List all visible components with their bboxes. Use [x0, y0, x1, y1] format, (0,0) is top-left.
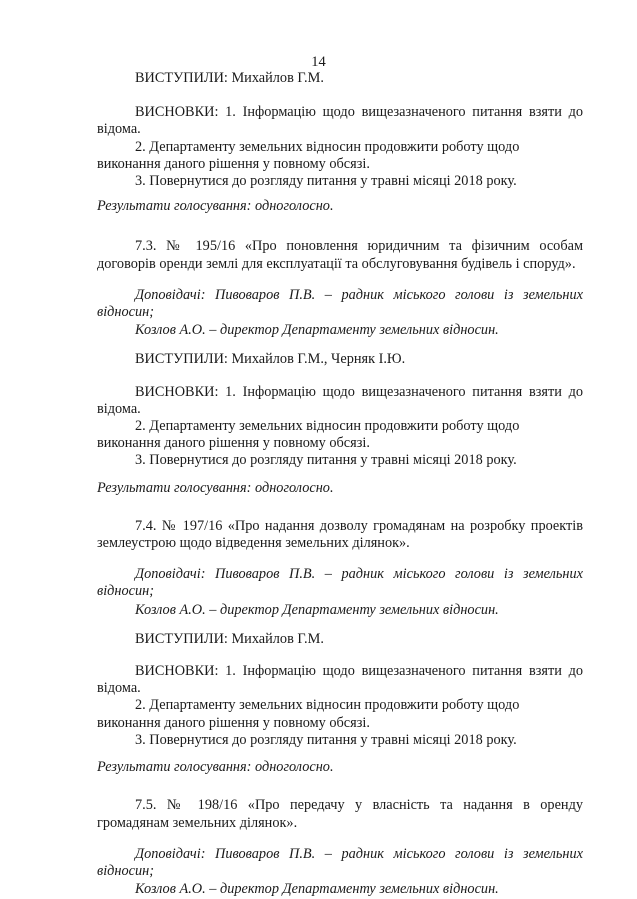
agenda-item-7-3: 7.3. № 195/16 «Про поновлення юридичним та фізичним особам договорів оренди землі для експлуатації та обслуговування будівель і споруд». — [97, 238, 583, 272]
rapporteur-line-2: Козлов А.О. – директор Департаменту земельних відносин. — [135, 322, 499, 339]
conclusion-2-first-line: 2. Департаменту земельних відносин продовжити роботу щодо — [135, 697, 520, 714]
rapporteur-line-2: Козлов А.О. – директор Департаменту земельних відносин. — [135, 601, 499, 618]
rapporteur-line-1: Доповідачі: Пивоваров П.В. – радник міського голови із земельних відносин; — [97, 566, 583, 600]
conclusion-3-line: 3. Повернутися до розгляду питання у травні місяці 2018 року. — [135, 173, 517, 190]
conclusion-3-line: 3. Повернутися до розгляду питання у травні місяці 2018 року. — [135, 731, 517, 748]
conclusions-block — [97, 384, 583, 470]
conclusion-3-line: 3. Повернутися до розгляду питання у травні місяці 2018 року. — [135, 452, 517, 469]
rapporteur-line-1: Доповідачі: Пивоваров П.В. – радник міського голови із земельних відносин; — [97, 845, 583, 879]
agenda-item-7-5: 7.5. № 198/16 «Про передачу у власність та надання в оренду громадянам земельних ділянок». — [97, 797, 583, 831]
conclusion-2-first-line: 2. Департаменту земельних відносин продовжити роботу щодо — [135, 418, 520, 435]
speakers-line: ВИСТУПИЛИ: Михайлов Г.М. — [135, 70, 324, 86]
speakers-line: ВИСТУПИЛИ: Михайлов Г.М., Черняк І.Ю. — [135, 351, 406, 368]
vote-result: Результати голосування: одноголосно. — [97, 479, 334, 496]
conclusion-1-first-line: ВИСНОВКИ: 1. Інформацію щодо вищезазначеного питання взяти до — [135, 383, 583, 400]
conclusion-2-second-line: виконання даного рішення у повному обсязі. — [97, 435, 370, 452]
conclusion-2-first-line: 2. Департаменту земельних відносин продовжити роботу щодо — [135, 138, 520, 155]
conclusion-2-second-line: виконання даного рішення у повному обсязі. — [97, 714, 370, 731]
vote-result: Результати голосування: одноголосно. — [97, 198, 334, 215]
conclusions-block — [97, 663, 583, 749]
conclusion-1-first-line: ВИСНОВКИ: 1. Інформацію щодо вищезазначеного питання взяти до — [135, 663, 583, 680]
vote-result: Результати голосування: одноголосно. — [97, 759, 334, 776]
rapporteur-line-1: Доповідачі: Пивоваров П.В. – радник міського голови із земельних відносин; — [97, 286, 583, 321]
page-content — [97, 70, 583, 898]
speakers-line: ВИСТУПИЛИ: Михайлов Г.М. — [135, 630, 324, 647]
conclusion-1-first-line: ВИСНОВКИ: 1. Інформацію щодо вищезазначеного питання взяти до — [135, 104, 583, 121]
conclusion-1-second-line: відома. — [97, 680, 141, 697]
page-number: 14 — [311, 54, 326, 70]
rapporteur-line-2: Козлов А.О. – директор Департаменту земельних відносин. — [135, 881, 499, 898]
conclusion-2-second-line: виконання даного рішення у повному обсязі. — [97, 155, 370, 172]
conclusion-1-second-line: відома. — [97, 121, 141, 138]
conclusion-1-second-line: відома. — [97, 400, 141, 417]
conclusions-block — [97, 104, 583, 190]
agenda-item-7-4: 7.4. № 197/16 «Про надання дозволу громадянам на розробку проектів землеустрою щодо відведення земельних ділянок». — [97, 517, 583, 552]
